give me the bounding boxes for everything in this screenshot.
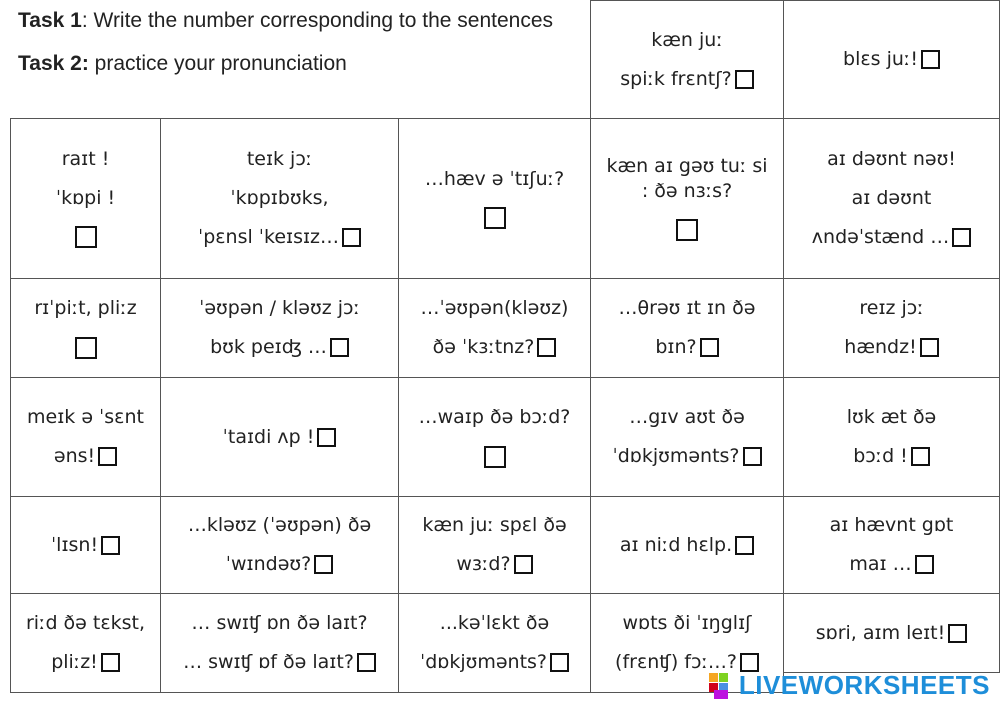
cell-r5c5: sɒri, aɪm leɪt!	[783, 593, 1000, 673]
cell-r4c1: ˈlɪsn!	[10, 496, 161, 594]
cell-r4c4: aɪ niːd hɛlp.	[590, 496, 784, 594]
answer-checkbox[interactable]	[357, 653, 376, 672]
task1: Task 1: Write the number corresponding to the sentences	[18, 9, 554, 32]
answer-checkbox[interactable]	[537, 338, 556, 357]
answer-checkbox[interactable]	[75, 226, 97, 248]
cell-h2: blɛs juː!	[783, 0, 1000, 119]
instructions	[18, 6, 578, 79]
answer-checkbox[interactable]	[948, 624, 967, 643]
cell-r3c4: …gɪv aʊt ðə ˈdɒkjʊmənts?	[590, 377, 784, 497]
answer-checkbox[interactable]	[101, 536, 120, 555]
cell-r3c1: meɪk ə ˈsɛnt əns!	[10, 377, 161, 497]
cell-r4c2: …kləʊz (ˈəʊpən) ðə ˈwɪndəʊ?	[160, 496, 399, 594]
cell-r1c2: teɪk jɔː ˈkɒpɪbʊks, ˈpɛnsl ˈkeɪsɪz…	[160, 118, 399, 279]
answer-checkbox[interactable]	[676, 219, 698, 241]
cell-r1c1: raɪt ! ˈkɒpi !	[10, 118, 161, 279]
cell-r5c3: ...kəˈlɛkt ðə ˈdɒkjʊmənts?	[398, 593, 591, 693]
answer-checkbox[interactable]	[514, 555, 533, 574]
answer-checkbox[interactable]	[75, 337, 97, 359]
cell-r2c3: …ˈəʊpən(kləʊz) ðə ˈkɜːtnz?	[398, 278, 591, 378]
cell-r2c5: reɪz jɔː hændz!	[783, 278, 1000, 378]
answer-checkbox[interactable]	[342, 228, 361, 247]
answer-checkbox[interactable]	[330, 338, 349, 357]
answer-checkbox[interactable]	[735, 536, 754, 555]
liveworksheets-logo-icon	[709, 673, 733, 699]
cell-r1c4: kæn aɪ gəʊ tuː si : ðə nɜːs?	[590, 118, 784, 279]
answer-checkbox[interactable]	[915, 555, 934, 574]
cell-r3c2: ˈtaɪdi ʌp !	[160, 377, 399, 497]
logo-text: LIVEWORKSHEETS	[738, 670, 990, 700]
cell-r3c5: lʊk æt ðə bɔːd !	[783, 377, 1000, 497]
answer-checkbox[interactable]	[920, 338, 939, 357]
answer-checkbox[interactable]	[550, 653, 569, 672]
answer-checkbox[interactable]	[317, 428, 336, 447]
cell-r4c5: aɪ hævnt gɒt maɪ …	[783, 496, 1000, 594]
answer-checkbox[interactable]	[314, 555, 333, 574]
answer-checkbox[interactable]	[911, 447, 930, 466]
answer-checkbox[interactable]	[484, 207, 506, 229]
liveworksheets-logo	[709, 670, 990, 701]
answer-checkbox[interactable]	[735, 70, 754, 89]
cell-r4c3: kæn juː spɛl ðə wɜːd?	[398, 496, 591, 594]
cell-r2c2: ˈəʊpən / kləʊz jɔː bʊk peɪʤ …	[160, 278, 399, 378]
cell-r5c2: … swɪʧ ɒn ðə laɪt? … swɪʧ ɒf ðə laɪt?	[160, 593, 399, 693]
answer-checkbox[interactable]	[700, 338, 719, 357]
cell-r5c1: riːd ðə tɛkst, pliːz!	[10, 593, 161, 693]
cell-r2c1: rɪˈpiːt, pliːz	[10, 278, 161, 378]
task2: Task 2: practice your pronunciation	[18, 52, 347, 76]
answer-checkbox[interactable]	[484, 446, 506, 468]
cell-r3c3: …waɪp ðə bɔːd?	[398, 377, 591, 497]
answer-checkbox[interactable]	[98, 447, 117, 466]
answer-checkbox[interactable]	[921, 50, 940, 69]
cell-r2c4: …θrəʊ ɪt ɪn ðə bɪn?	[590, 278, 784, 378]
answer-checkbox[interactable]	[743, 447, 762, 466]
cell-r5c4: wɒts ði ˈɪŋglɪʃ (frɛnʧ) fɔː…?	[590, 593, 784, 693]
answer-checkbox[interactable]	[952, 228, 971, 247]
cell-h1: kæn juː spiːk frɛntʃ?	[590, 0, 784, 119]
answer-checkbox[interactable]	[101, 653, 120, 672]
cell-r1c3: …hæv ə ˈtɪʃuː?	[398, 118, 591, 279]
cell-r1c5: aɪ dəʊnt nəʊ! aɪ dəʊnt ʌndəˈstænd …	[783, 118, 1000, 279]
